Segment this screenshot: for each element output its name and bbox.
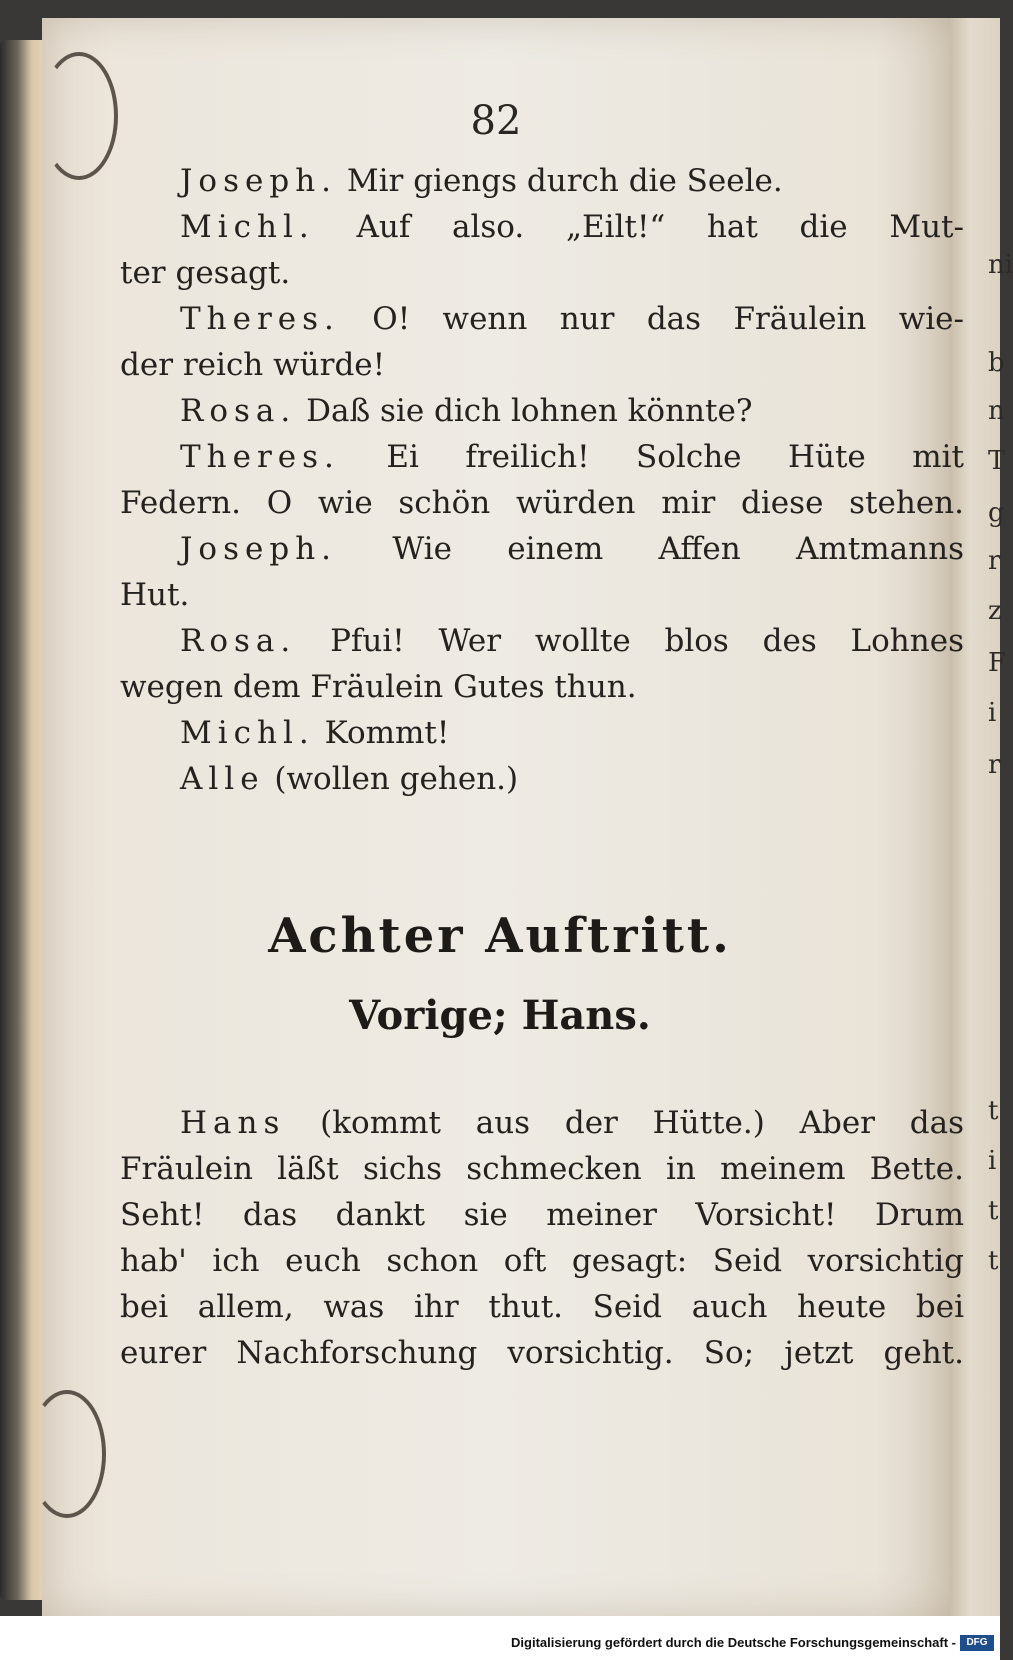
line-text: Federn. O wie schön würden mir diese stehen. xyxy=(120,485,964,521)
text-line xyxy=(120,1284,964,1330)
speaker-name: Rosa. xyxy=(180,623,297,659)
text-line xyxy=(120,710,964,756)
page-number: 82 xyxy=(470,98,522,144)
footer-bar xyxy=(0,1616,1000,1660)
text-line xyxy=(120,480,964,526)
text-line xyxy=(120,342,964,388)
text-line xyxy=(120,250,964,296)
text-line xyxy=(120,388,964,434)
text-line xyxy=(120,296,964,342)
binding-ring-top xyxy=(40,52,118,180)
line-text: der reich würde! xyxy=(120,347,386,383)
line-text: Daß sie dich lohnen könnte? xyxy=(306,393,753,429)
line-text: O! wenn nur das Fräulein wie- xyxy=(372,301,964,337)
line-text: hab' ich euch schon oft gesagt: Seid vorsichtig xyxy=(120,1243,964,1279)
text-line xyxy=(120,1330,964,1376)
line-text: Fräulein läßt sichs schmecken in meinem Bette. xyxy=(120,1151,964,1187)
speaker-name: Alle xyxy=(180,761,265,797)
line-text: (wollen gehen.) xyxy=(274,761,519,797)
speaker-name: Theres. xyxy=(180,301,340,337)
line-text: Mir giengs durch die Seele. xyxy=(346,163,783,199)
stage-passage xyxy=(120,1100,964,1376)
line-text: Hut. xyxy=(120,577,190,613)
scene-cast: Vorige; Hans. xyxy=(349,992,651,1039)
line-text: Pfui! Wer wollte blos des Lohnes xyxy=(330,623,964,659)
text-line xyxy=(120,1100,964,1146)
speaker-name: Michl. xyxy=(180,715,315,751)
text-line xyxy=(120,664,964,710)
line-text: Kommt! xyxy=(324,715,450,751)
line-text: wegen dem Fräulein Gutes thun. xyxy=(120,669,637,705)
next-page-fragment: b xyxy=(988,348,1005,378)
next-page-fragment: r xyxy=(988,750,1001,780)
text-line xyxy=(120,158,964,204)
next-page-fragment: g xyxy=(988,498,1005,528)
text-line xyxy=(120,1146,964,1192)
line-text: Ei freilich! Solche Hüte mit xyxy=(386,439,965,475)
text-line xyxy=(120,526,964,572)
next-page-fragment: i xyxy=(988,1146,997,1176)
line-text: eurer Nachforschung vorsichtig. So; jetzt geht. xyxy=(120,1335,964,1371)
next-page-fragment: i xyxy=(988,698,997,728)
next-page-fragment: F xyxy=(988,648,1007,678)
scene-title: Achter Auftritt. xyxy=(268,908,732,964)
binding-ring-bottom xyxy=(28,1390,106,1518)
funding-credit: Digitalisierung gefördert durch die Deutsche Forschungsgemeinschaft - xyxy=(511,1635,956,1650)
line-text: Seht! das dankt sie meiner Vorsicht! Drum xyxy=(120,1197,964,1233)
next-page-fragment: t xyxy=(988,1246,999,1276)
speaker-name: Joseph. xyxy=(180,163,338,199)
next-page-fragment: t xyxy=(988,1196,999,1226)
next-page-fragment: T xyxy=(988,446,1006,476)
speaker-name: Rosa. xyxy=(180,393,297,429)
text-line xyxy=(120,618,964,664)
text-line xyxy=(120,1238,964,1284)
text-line xyxy=(120,572,964,618)
text-line xyxy=(120,204,964,250)
speaker-name: Michl. xyxy=(180,209,315,245)
speaker-name: Joseph. xyxy=(180,531,338,567)
next-page-fragment: n xyxy=(988,396,1005,426)
line-text: Wie einem Affen Amtmanns xyxy=(392,531,964,567)
line-text: Auf also. „Eilt!“ hat die Mut- xyxy=(356,209,964,245)
next-page-fragment: ni xyxy=(988,250,1013,280)
speaker-name: Hans xyxy=(180,1105,286,1141)
dialogue-passage xyxy=(120,158,964,802)
text-line xyxy=(120,1192,964,1238)
line-text: ter gesagt. xyxy=(120,255,291,291)
line-text: bei allem, was ihr thut. Seid auch heute bei xyxy=(120,1289,964,1325)
text-line xyxy=(120,434,964,480)
next-page-fragment: t xyxy=(988,1096,999,1126)
speaker-name: Theres. xyxy=(180,439,340,475)
next-page-fragment: r xyxy=(988,546,1001,576)
text-line xyxy=(120,756,964,802)
dfg-logo: DFG xyxy=(960,1635,994,1651)
next-page-fragment: z xyxy=(988,596,1002,626)
line-text: (kommt aus der Hütte.) Aber das xyxy=(320,1105,965,1141)
